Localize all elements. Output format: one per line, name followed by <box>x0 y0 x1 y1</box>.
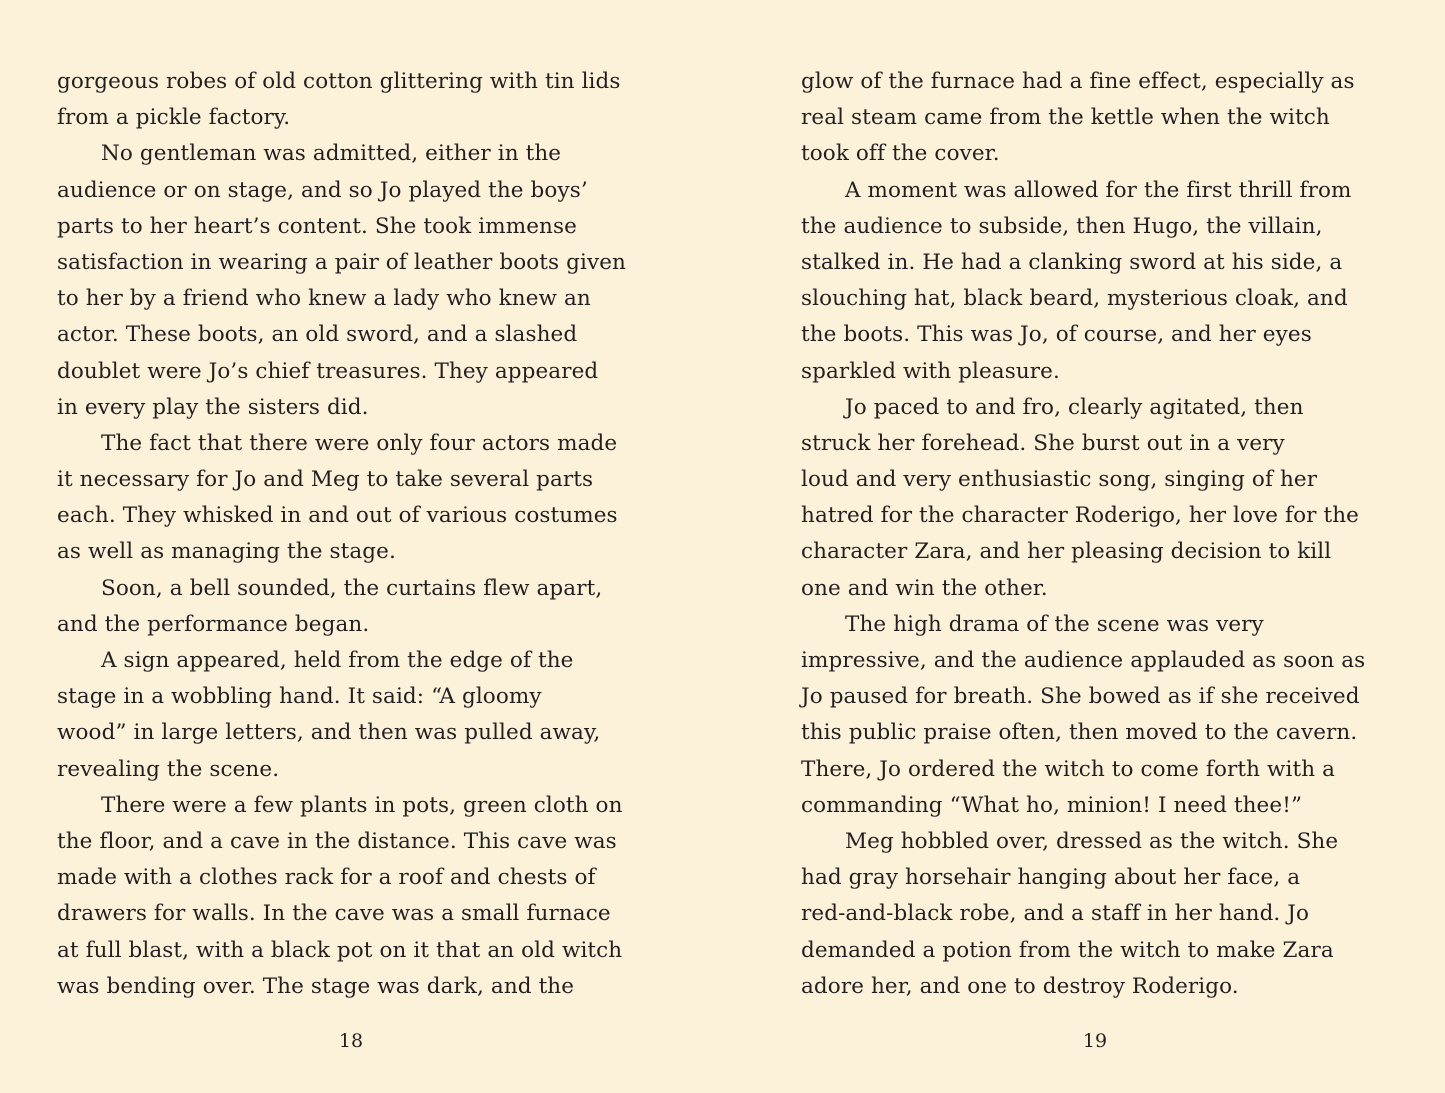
paragraph-start-line: There were a few plants in pots, green cloth on <box>101 792 623 818</box>
text-line: real steam came from the kettle when the witch <box>801 105 1330 131</box>
text-line: the boots. This was Jo, of course, and her eyes <box>801 322 1312 348</box>
text-line: from a pickle factory. <box>57 105 291 131</box>
paragraph-start-line: A moment was allowed for the first thrill from <box>845 177 1352 203</box>
text-line: hatred for the character Roderigo, her love for the <box>801 503 1359 529</box>
text-line: one and win the other. <box>801 575 1048 601</box>
text-line: took off the cover. <box>801 141 1000 167</box>
text-line: loud and very enthusiastic song, singing of her <box>801 467 1318 493</box>
text-line: commanding “What ho, minion! I need thee!” <box>801 792 1303 818</box>
text-line: red-and-black robe, and a staff in her hand. Jo <box>801 901 1310 927</box>
text-line: stage in a wobbling hand. It said: “A gloomy <box>57 684 542 710</box>
text-line: demanded a potion from the witch to make Zara <box>801 937 1334 963</box>
text-line: in every play the sisters did. <box>57 394 369 420</box>
page-number-right: 19 <box>1082 1030 1108 1052</box>
text-line: parts to her heart’s content. She took immense <box>57 213 577 239</box>
text-line: slouching hat, black beard, mysterious cloak, and <box>801 286 1348 312</box>
text-line: struck her forehead. She burst out in a very <box>801 430 1285 456</box>
paragraph-start-line: Jo paced to and fro, clearly agitated, then <box>845 394 1304 420</box>
text-line: revealing the scene. <box>57 756 280 782</box>
paragraph-start-line: No gentleman was admitted, either in the <box>101 141 562 167</box>
text-line: the audience to subside, then Hugo, the villain, <box>801 213 1323 239</box>
text-line: adore her, and one to destroy Roderigo. <box>801 973 1239 999</box>
text-line: actor. These boots, an old sword, and a slashed <box>57 322 578 348</box>
text-line: had gray horsehair hanging about her face, a <box>801 865 1301 891</box>
text-line: wood” in large letters, and then was pulled away, <box>57 720 601 746</box>
text-line: made with a clothes rack for a roof and chests of <box>57 865 596 891</box>
text-line: and the performance began. <box>57 611 370 637</box>
text-line: gorgeous robes of old cotton glittering with tin lids <box>57 69 621 94</box>
text-line: the floor, and a cave in the distance. This cave was <box>57 828 617 854</box>
text-line: audience or on stage, and so Jo played the boys’ <box>57 177 588 203</box>
text-line: Jo paused for breath. She bowed as if she received <box>801 684 1360 710</box>
text-line: was bending over. The stage was dark, and the <box>57 973 575 999</box>
text-line: stalked in. He had a clanking sword at his side, a <box>801 249 1343 275</box>
left-page-body <box>57 64 657 1005</box>
text-line: character Zara, and her pleasing decision to kill <box>801 539 1332 565</box>
paragraph-start-line: Soon, a bell sounded, the curtains flew apart, <box>101 575 603 601</box>
text-line: sparkled with pleasure. <box>801 358 1060 384</box>
page-number-left: 18 <box>338 1030 364 1052</box>
text-line: as well as managing the stage. <box>57 539 396 565</box>
right-page-body <box>801 64 1401 1005</box>
text-line: at full blast, with a black pot on it that an old witch <box>57 937 623 963</box>
paragraph-start-line: The high drama of the scene was very <box>845 611 1264 637</box>
text-line: There, Jo ordered the witch to come forth with a <box>801 756 1336 782</box>
text-line: it necessary for Jo and Meg to take several parts <box>57 467 594 493</box>
text-line: each. They whisked in and out of various costumes <box>57 503 618 529</box>
text-line: to her by a friend who knew a lady who knew an <box>57 286 591 312</box>
text-line: satisfaction in wearing a pair of leather boots given <box>57 249 626 275</box>
text-line: impressive, and the audience applauded as soon as <box>801 648 1366 673</box>
paragraph-start-line: Meg hobbled over, dressed as the witch. She <box>845 828 1339 854</box>
text-line: drawers for walls. In the cave was a small furnace <box>57 901 611 927</box>
text-line: doublet were Jo’s chief treasures. They appeared <box>57 358 599 384</box>
paragraph-start-line: A sign appeared, held from the edge of the <box>101 648 574 673</box>
paragraph-start-line: The fact that there were only four actors made <box>101 430 618 456</box>
text-line: glow of the furnace had a fine effect, especially as <box>801 69 1355 94</box>
text-line: this public praise often, then moved to the cavern. <box>801 720 1358 746</box>
